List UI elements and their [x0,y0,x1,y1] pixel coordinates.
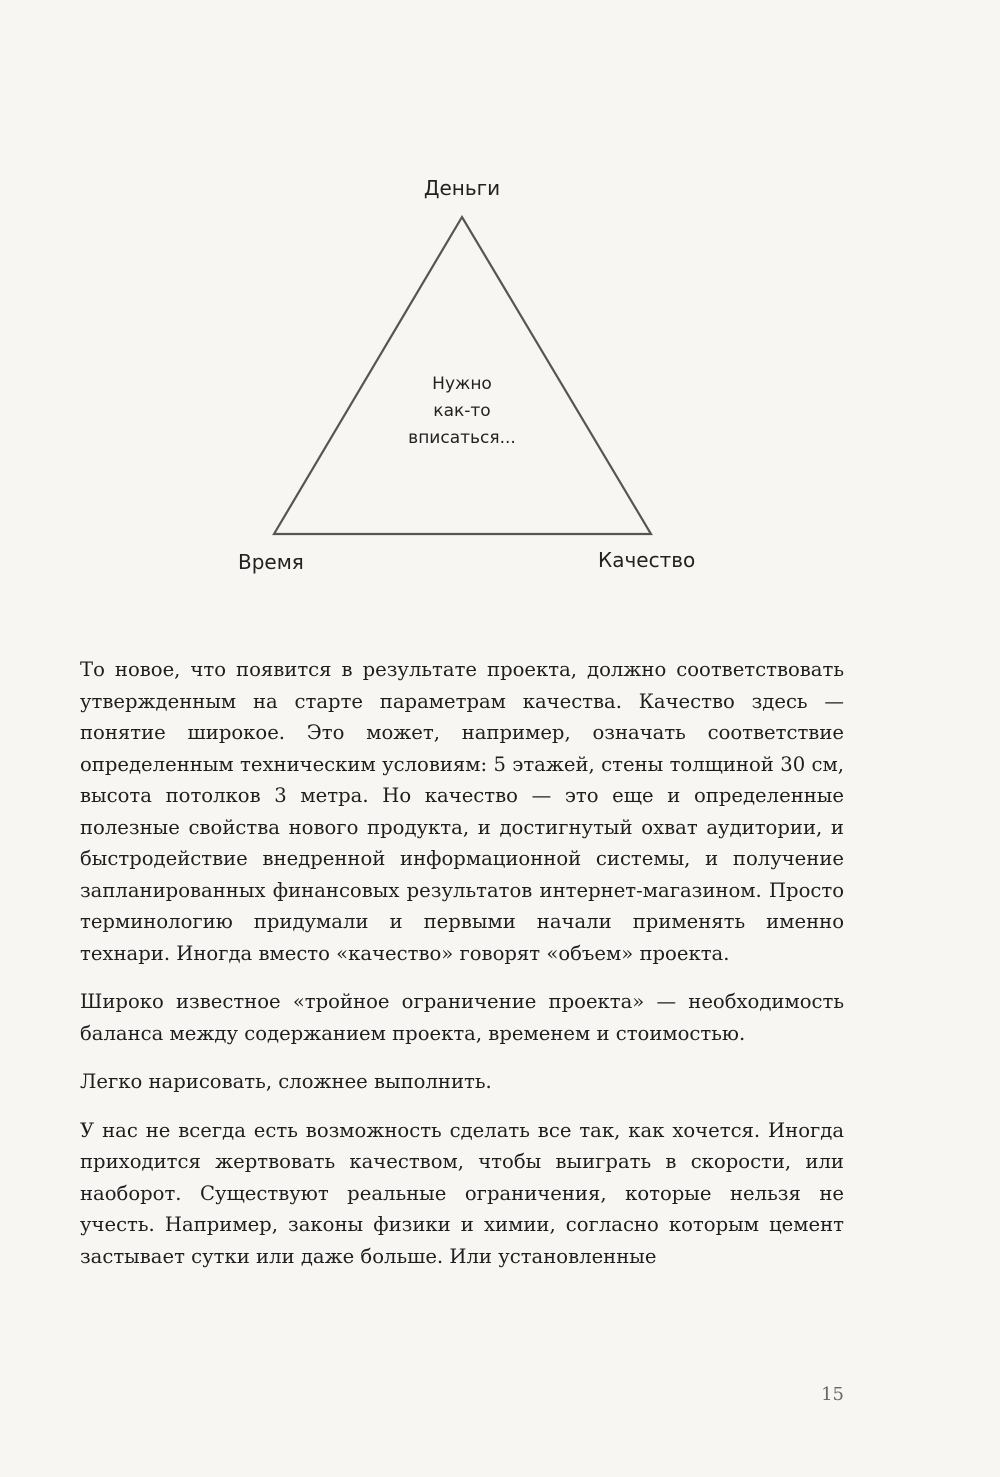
center-line: как-то [433,401,491,421]
vertex-label-money: Деньги [423,176,501,200]
center-line: вписаться... [408,428,516,448]
triple-constraint-diagram [0,0,1000,620]
paragraph-quality: То новое, что появится в результате проекта, должно соответствовать утвержденным на старте параметрам качества. Качество здесь — понятие широкое. Это может, например, означать соответствие определенным техническим условиям: 5 этажей, стены толщиной 30 см, высота потолков 3 метра. Но качество — это еще и определенные полезные свойства нового продукта, и достигнутый охват аудитории, и быстродействие внедренной информационной системы, и получение запланированных финансовых результатов интернет-магазином. Просто терминологию придумали и первыми начали применять именно технари. Иногда вместо «качество» говорят «объем» проекта. [80,658,844,965]
triangle-svg [0,0,1000,620]
triangle-center-text [380,371,544,452]
center-line: Нужно [432,374,492,394]
vertex-label-time: Время [238,550,304,574]
paragraph-easy-to-draw: Легко нарисовать, сложнее выполнить. [80,1070,492,1093]
paragraph-triple-constraint: Широко известное «тройное ограничение проекта» — необходимость баланса между содержанием проекта, временем и стоимостью. [80,990,844,1045]
page-number: 15 [821,1384,844,1405]
body-text [80,654,844,1289]
vertex-label-quality: Качество [598,548,696,572]
paragraph-limitations: У нас не всегда есть возможность сделать все так, как хочется. Иногда приходится жертвовать качеством, чтобы выиграть в скорости, или наоборот. Существуют реальные ограничения, которые нельзя не учесть. Например, законы физики и химии, согласно которым цемент застывает сутки или даже больше. Или установленные [80,1118,844,1268]
